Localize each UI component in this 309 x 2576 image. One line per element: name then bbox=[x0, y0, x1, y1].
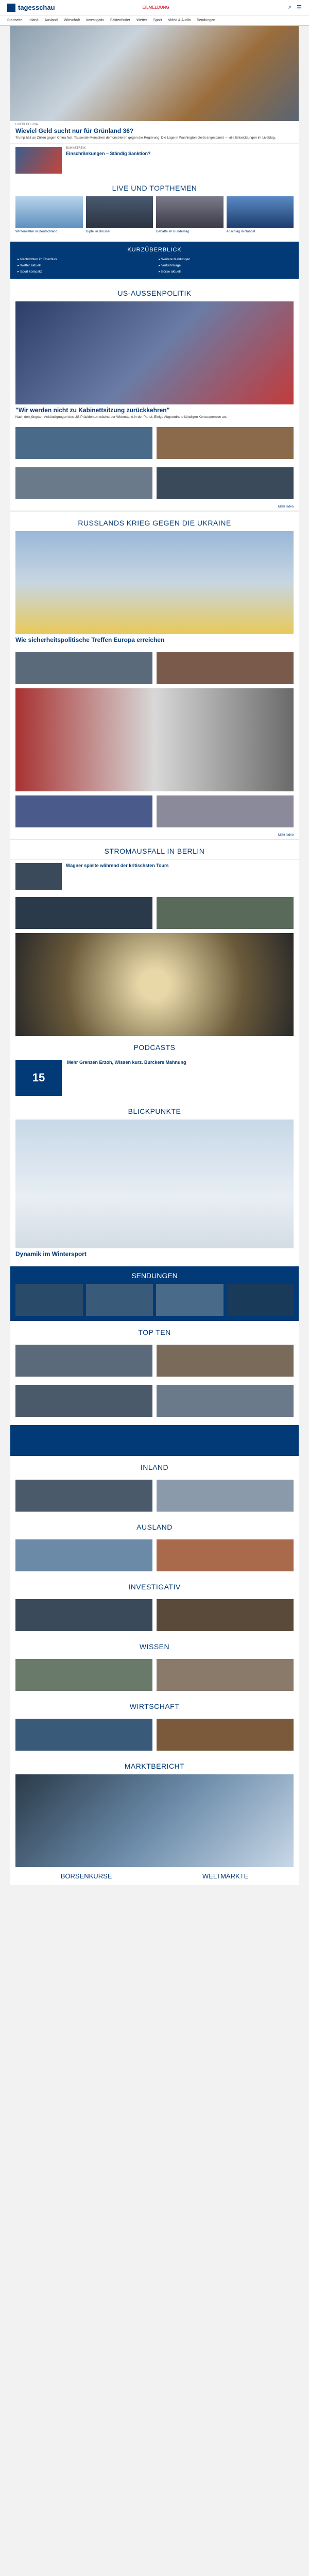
nav-item[interactable]: Wetter bbox=[136, 19, 147, 22]
nav-item[interactable]: Ausland bbox=[44, 19, 58, 22]
kurzuberblick-title: KURZÜBERBLICK bbox=[127, 247, 182, 253]
search-icon[interactable]: ⌕ bbox=[288, 4, 292, 10]
section-title-topten: TOP TEN bbox=[138, 1328, 171, 1336]
russland-image[interactable] bbox=[15, 531, 294, 634]
nav-item[interactable]: Startseite bbox=[7, 19, 23, 22]
section-title-wissen: WISSEN bbox=[139, 1642, 170, 1651]
investigativ-item[interactable] bbox=[157, 1599, 294, 1631]
strom-pair bbox=[10, 893, 299, 933]
blick-headline[interactable]: Dynamik im Wintersport bbox=[15, 1250, 87, 1258]
section-title-livetop: LIVE UND TOPTHEMEN bbox=[112, 184, 197, 193]
podcast-cover: 15 bbox=[15, 1060, 62, 1096]
russland-headline[interactable]: Wie sicherheitspolitische Treffen Europa erreichen bbox=[15, 636, 165, 643]
section-title-inland: INLAND bbox=[140, 1463, 169, 1471]
top-icons bbox=[288, 4, 302, 11]
hero-caption[interactable] bbox=[10, 121, 299, 143]
livetop-grid bbox=[10, 196, 299, 239]
feature-image[interactable] bbox=[15, 933, 294, 1036]
us-caption[interactable] bbox=[10, 404, 299, 422]
hero-image[interactable] bbox=[10, 26, 299, 121]
section-title-investigativ: INVESTIGATIV bbox=[128, 1582, 181, 1591]
livetop-item[interactable]: Winterwetter in Deutschland bbox=[15, 196, 83, 233]
ausland-item[interactable] bbox=[15, 1539, 152, 1571]
us-image[interactable] bbox=[15, 301, 294, 404]
logo-text[interactable]: tagesschau bbox=[18, 4, 55, 11]
strom-pair-item[interactable] bbox=[157, 897, 294, 929]
topten-pair-1 bbox=[10, 1341, 299, 1381]
podcast-block[interactable] bbox=[10, 1056, 299, 1100]
nav-item[interactable]: Investigativ bbox=[86, 19, 105, 22]
nav-item[interactable]: Sport bbox=[153, 19, 162, 22]
wissen-pair bbox=[10, 1655, 299, 1695]
sendung-item[interactable] bbox=[86, 1284, 153, 1316]
borsenkurse-link[interactable]: BÖRSENKURSE bbox=[60, 1872, 112, 1880]
section-title-us: US-AUSSENPOLITIK bbox=[117, 289, 192, 298]
section-title-stromausfall: STROMAUSFALL IN BERLIN bbox=[104, 846, 205, 855]
topten-item[interactable] bbox=[15, 1385, 152, 1417]
kurz-item[interactable]: ▸ Verkehrslage bbox=[159, 263, 291, 267]
eilmeldung-label[interactable]: EILMELDUNG bbox=[142, 5, 169, 10]
main-nav bbox=[0, 15, 309, 26]
blick-caption[interactable] bbox=[10, 1248, 299, 1262]
wirtschaft-item[interactable] bbox=[157, 1719, 294, 1751]
top-bar bbox=[0, 0, 309, 15]
app-promo-banner[interactable] bbox=[10, 1425, 299, 1456]
nav-item[interactable]: Video & Audio bbox=[168, 19, 191, 22]
teaser-thumb bbox=[15, 147, 62, 174]
us-teaser: Nach den jüngsten Ankündigungen des US-Präsidenten wächst der Widerstand in der Partei. Einige Abgeordnete kündigen Konsequenzen an. bbox=[15, 415, 227, 419]
inland-item[interactable] bbox=[157, 1480, 294, 1512]
strom-headline[interactable]: Wagner spielte während der kritischsten Tours bbox=[66, 862, 169, 868]
section-title-marktbericht: MARKTBERICHT bbox=[124, 1761, 185, 1770]
livetop-item[interactable]: Anschlag in Nahost bbox=[227, 196, 294, 233]
topten-item[interactable] bbox=[157, 1345, 294, 1377]
wirtschaft-item[interactable] bbox=[15, 1719, 152, 1751]
livetop-item[interactable]: Gipfel in Brüssel bbox=[86, 196, 153, 233]
investigativ-item[interactable] bbox=[15, 1599, 152, 1631]
markt-image[interactable] bbox=[15, 1774, 294, 1867]
main-content bbox=[10, 26, 299, 1885]
menu-icon[interactable]: ☰ bbox=[297, 5, 302, 11]
us-pair bbox=[10, 423, 299, 463]
train-pair-item[interactable] bbox=[157, 795, 294, 827]
sendung-item[interactable] bbox=[15, 1284, 83, 1316]
hero-headline[interactable]: Wieviel Geld sucht nur für Grünland 36? bbox=[15, 127, 134, 134]
topten-item[interactable] bbox=[157, 1385, 294, 1417]
kurzuberblick-box bbox=[10, 242, 299, 279]
sendung-item[interactable] bbox=[227, 1284, 294, 1316]
ru-pair-item[interactable] bbox=[157, 652, 294, 684]
us-pair-item[interactable] bbox=[15, 427, 152, 459]
us-headline[interactable]: "Wir werden nicht zu Kabinettsitzung zurückkehren" bbox=[15, 406, 170, 414]
kurz-item[interactable]: ▸ Wetter aktuell bbox=[18, 263, 150, 267]
topten-pair-2 bbox=[10, 1381, 299, 1421]
teaser-headline[interactable]: Einschränkungen – Ständig Sanktion? bbox=[66, 151, 151, 157]
section-title-russland: RUSSLANDS KRIEG GEGEN DIE UKRAINE bbox=[78, 518, 231, 527]
us-pair-2 bbox=[10, 463, 299, 503]
train-pair bbox=[10, 791, 299, 832]
russland-pair bbox=[10, 648, 299, 688]
nav-item[interactable]: Faktenfinder bbox=[110, 19, 131, 22]
wissen-item[interactable] bbox=[15, 1659, 152, 1691]
kurz-item[interactable]: ▸ Weitere Meldungen bbox=[159, 257, 291, 261]
sendung-item[interactable] bbox=[156, 1284, 224, 1316]
train-image[interactable] bbox=[15, 688, 294, 791]
logo-icon[interactable] bbox=[7, 4, 15, 12]
wirtschaft-pair bbox=[10, 1715, 299, 1755]
ru-pair-item[interactable] bbox=[15, 652, 152, 684]
nav-item[interactable]: Wirtschaft bbox=[63, 19, 80, 22]
nav-item[interactable]: Sendungen bbox=[197, 19, 215, 22]
nav-item[interactable]: Inland bbox=[28, 19, 39, 22]
us-pair-item[interactable] bbox=[15, 467, 152, 499]
teaser-topline: BAHNSTREIK bbox=[66, 147, 86, 150]
kurz-item[interactable]: ▸ Nachrichten im Überblick bbox=[18, 257, 150, 261]
blick-image[interactable] bbox=[15, 1120, 294, 1248]
ausland-pair bbox=[10, 1535, 299, 1575]
wissen-item[interactable] bbox=[157, 1659, 294, 1691]
more-link[interactable]: Mehr laden bbox=[10, 503, 299, 512]
sendungen-title: SENDUNGEN bbox=[131, 1271, 178, 1280]
us-pair-item[interactable] bbox=[157, 427, 294, 459]
section-title-blickpunkte: BLICKPUNKTE bbox=[128, 1107, 181, 1115]
hero-teaser: Trump hält an Zöllen gegen China fest. Tausende Menschen demonstrieren gegen die Regierung. Die Lage in Washington bleibt angespannt — alle Entwicklungen im Liveblog. bbox=[15, 136, 276, 140]
train-pair-item[interactable] bbox=[15, 795, 152, 827]
podcast-headline[interactable]: Mehr Grenzen Erzoh, Wissen kurz. Burckers Mahnung bbox=[67, 1059, 186, 1065]
markt-links bbox=[10, 1867, 299, 1885]
section-title-podcasts: PODCASTS bbox=[133, 1043, 176, 1052]
more-link[interactable]: Mehr laden bbox=[10, 832, 299, 840]
section-title-wirtschaft: WIRTSCHAFT bbox=[129, 1702, 180, 1710]
strom-thumb bbox=[15, 863, 62, 890]
ausland-item[interactable] bbox=[157, 1539, 294, 1571]
livetop-item[interactable]: Debatte im Bundestag bbox=[156, 196, 224, 233]
small-teaser[interactable] bbox=[10, 143, 299, 177]
kurz-item[interactable]: ▸ Sport kompakt bbox=[18, 269, 150, 274]
strom-teaser[interactable] bbox=[10, 859, 299, 893]
strom-pair-item[interactable] bbox=[15, 897, 152, 929]
inland-item[interactable] bbox=[15, 1480, 152, 1512]
russland-caption[interactable] bbox=[10, 634, 299, 648]
section-title-ausland: AUSLAND bbox=[136, 1522, 173, 1531]
kurz-item[interactable]: ▸ Börse aktuell bbox=[159, 269, 291, 274]
inland-pair bbox=[10, 1476, 299, 1516]
us-pair-item[interactable] bbox=[157, 467, 294, 499]
sendungen-box bbox=[10, 1266, 299, 1321]
investigativ-pair bbox=[10, 1595, 299, 1635]
topten-item[interactable] bbox=[15, 1345, 152, 1377]
weltmarkte-link[interactable]: WELTMÄRKTE bbox=[202, 1872, 249, 1880]
hero-topline: LIVEBLOG USA bbox=[15, 123, 38, 126]
